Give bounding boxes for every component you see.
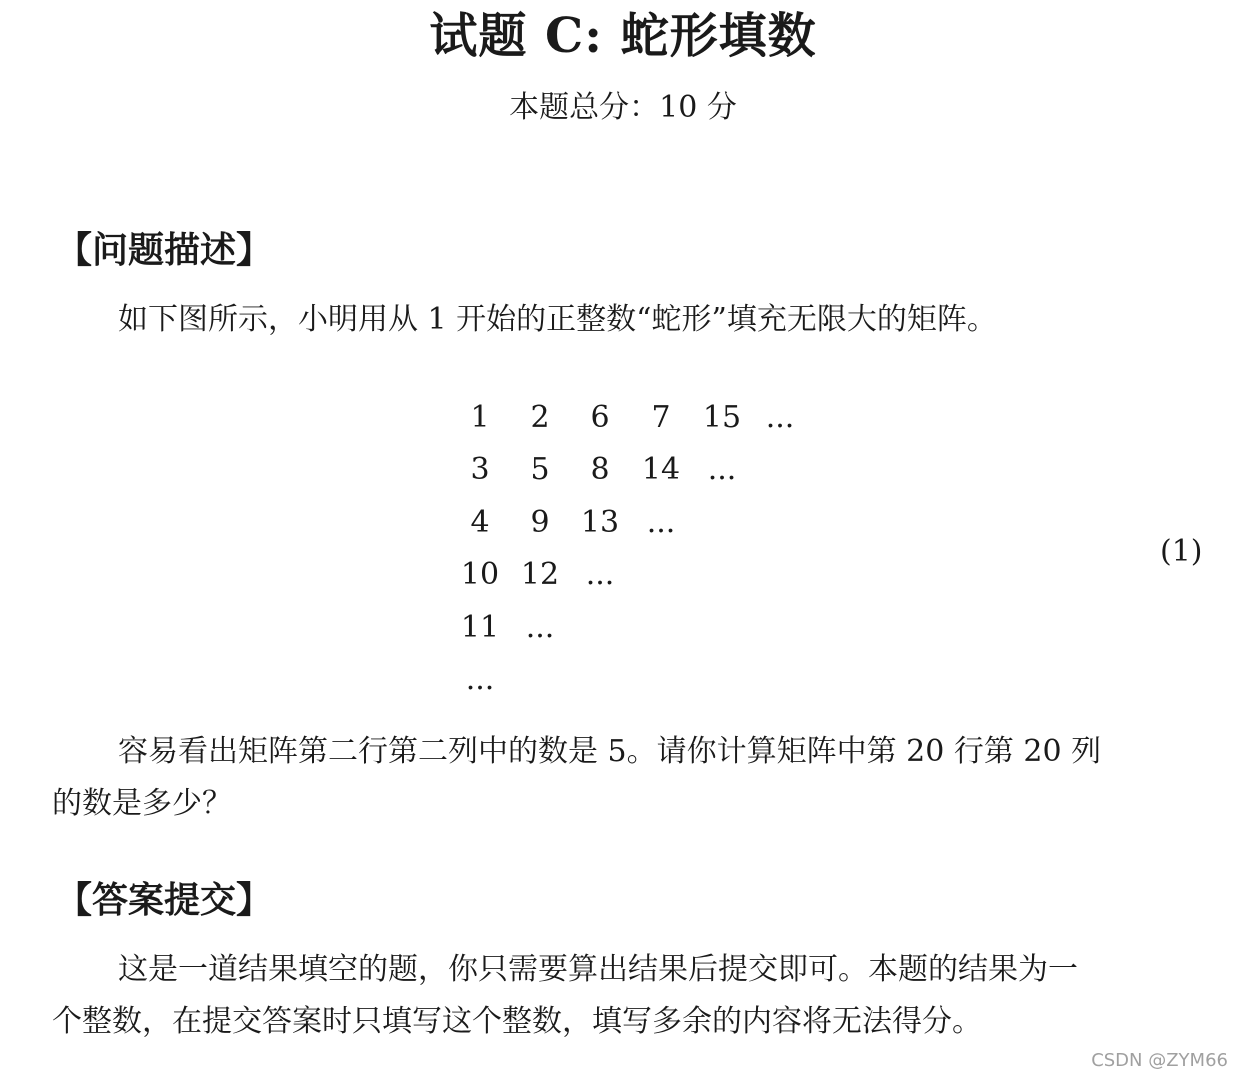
- matrix-cell: ...: [765, 400, 795, 435]
- matrix-cell: 1: [470, 400, 490, 435]
- matrix-cell: 10: [460, 557, 500, 593]
- matrix-cell: 2: [530, 400, 550, 435]
- matrix-cell: 15: [702, 400, 742, 435]
- matrix-cell: ...: [525, 609, 555, 645]
- problem-description-heading: 【问题描述】: [56, 229, 273, 271]
- question-line-1-text: 容易看出矩阵第二行第二列中的数是 5。请你计算矩阵中第 20 行第 20 列: [118, 734, 1102, 769]
- answer-line-1: [52, 944, 1208, 996]
- question-line-2: 的数是多少？: [52, 786, 232, 821]
- matrix-cell: 12: [520, 557, 560, 593]
- answer-line-2: 个整数，在提交答案时只填写这个整数，填写多余的内容将无法得分。: [52, 1004, 982, 1039]
- matrix-cell: 13: [580, 504, 620, 540]
- matrix-cell: 14: [641, 452, 681, 488]
- matrix-cell: 4: [470, 504, 490, 540]
- matrix-cell: 11: [460, 609, 500, 645]
- problem-intro: [52, 294, 1208, 346]
- problem-question: [52, 726, 1208, 830]
- problem-title: 试题 C: 蛇形填数: [429, 8, 817, 64]
- equation-number: (1): [1160, 534, 1203, 569]
- answer-instructions: [52, 944, 1208, 1048]
- problem-intro-text: 如下图所示，小明用从 1 开始的正整数“蛇形”填充无限大的矩阵。: [118, 302, 997, 337]
- answer-submission-heading: 【答案提交】: [56, 879, 273, 921]
- matrix-cell: ...: [465, 661, 495, 697]
- matrix-cell: 5: [530, 452, 550, 488]
- matrix-cell: 8: [590, 452, 610, 488]
- total-score: 本题总分：10 分: [509, 90, 737, 125]
- watermark: CSDN @ZYM66: [1091, 1050, 1228, 1071]
- matrix-cell: ...: [646, 504, 676, 540]
- matrix-cell: 3: [470, 452, 490, 488]
- matrix-cell: ...: [585, 557, 615, 593]
- matrix-cell: 7: [651, 400, 671, 435]
- answer-line-1-text: 这是一道结果填空的题，你只需要算出结果后提交即可。本题的结果为一: [118, 952, 1078, 987]
- matrix-cell: ...: [707, 452, 737, 488]
- matrix-cell: 6: [590, 400, 610, 435]
- matrix-cell: 9: [530, 504, 550, 540]
- question-line-1: [52, 726, 1208, 778]
